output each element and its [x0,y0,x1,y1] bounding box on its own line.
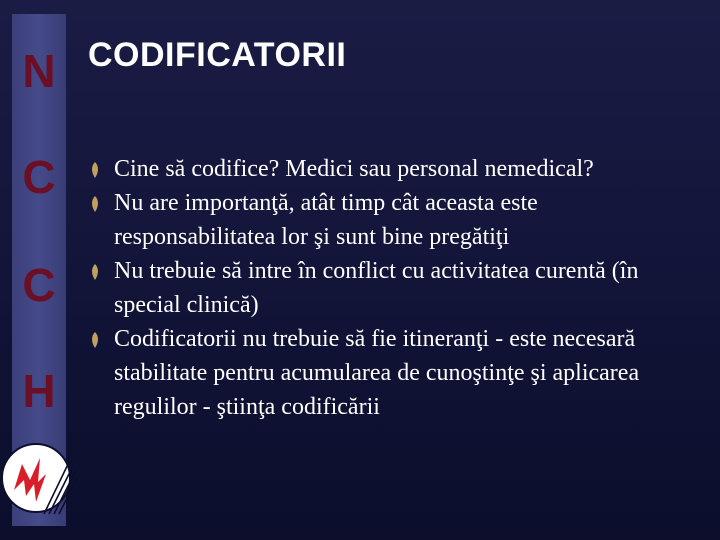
bullet-text: Codificatorii nu trebuie să fie itineranţi - este necesară stabilitate pentru acumularea de cunoştinţe şi aplicarea regulilor - ştiinţa codificării [114,326,640,420]
bullet-list [88,152,700,424]
side-letter-c-first: C [22,151,56,203]
slide-title: CODIFICATORII [88,36,347,74]
leaf-bullet-icon [88,196,102,212]
institute-logo [0,440,78,518]
bullet-item [88,254,700,322]
leaf-bullet-icon [88,332,102,348]
bullet-text: Nu trebuie să intre în conflict cu activitatea curentă (în special clinică) [114,258,639,318]
side-letter-n: N [22,45,56,97]
side-letter-h: H [22,365,56,417]
leaf-bullet-icon [88,162,102,178]
bullet-text: Cine să codifice? Medici sau personal nemedical? [114,156,594,182]
bullet-item [88,186,700,254]
leaf-bullet-icon [88,264,102,280]
bullet-text: Nu are importanţă, atât timp cât aceasta este responsabilitatea lor şi sunt bine pregătiţi [114,190,538,250]
side-letter-c-second: C [22,259,56,311]
bullet-item [88,322,700,424]
bullet-item [88,152,700,186]
